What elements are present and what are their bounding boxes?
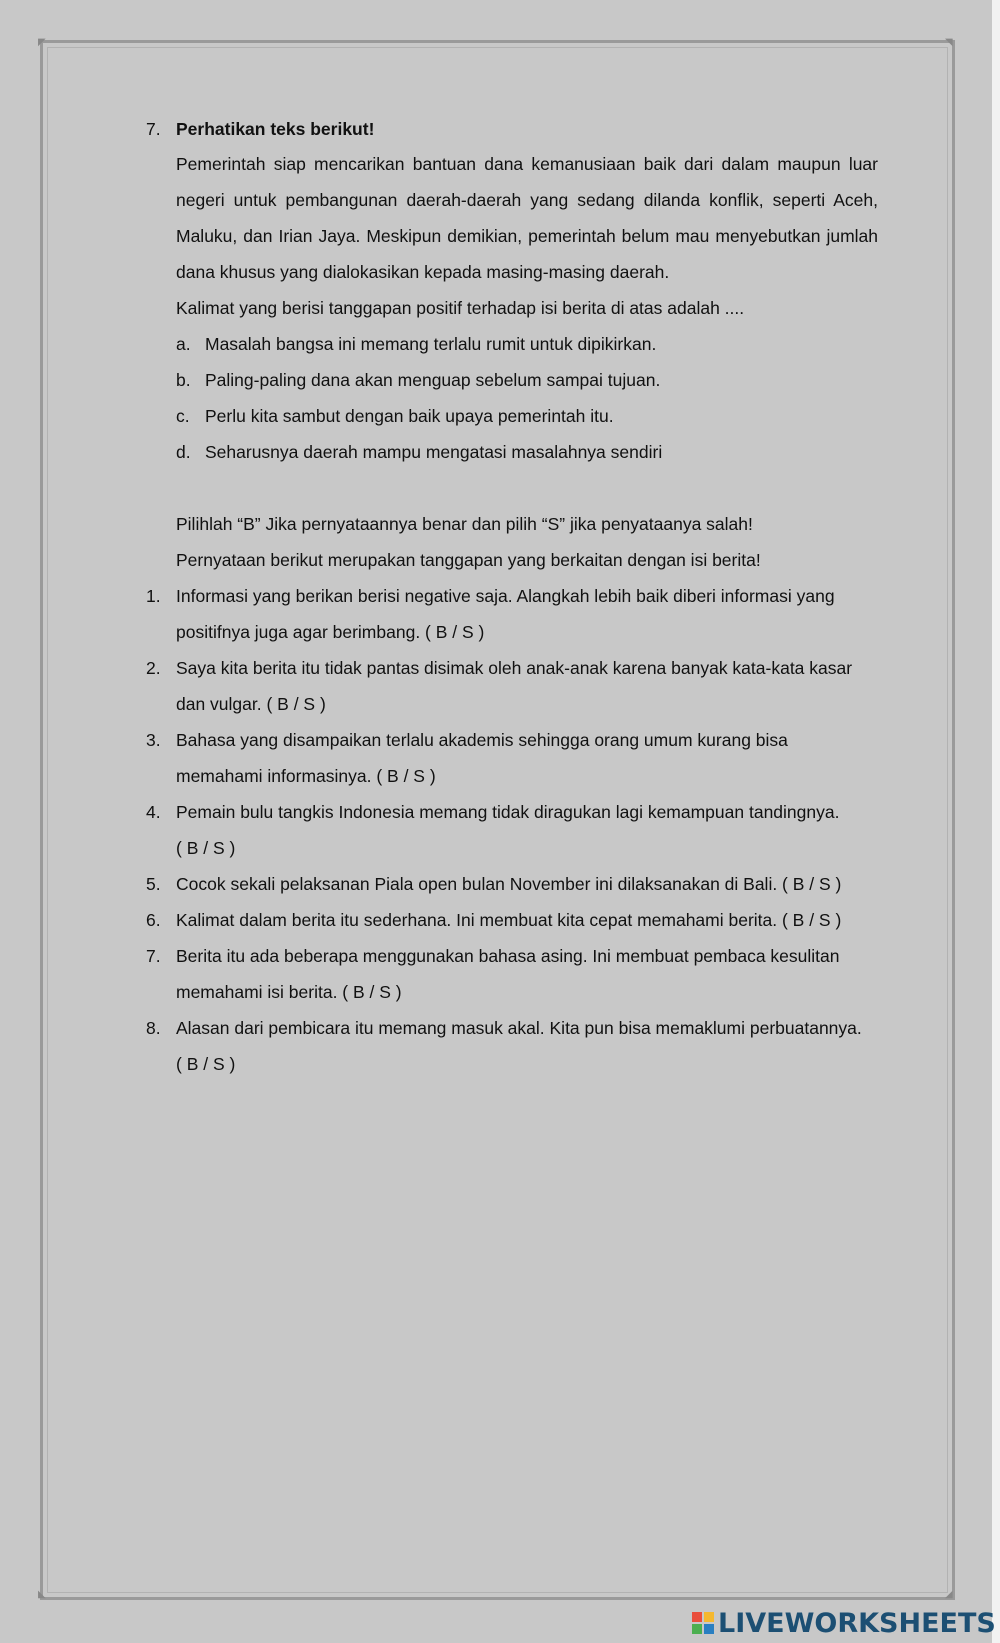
statement-text[interactable]: positifnya juga agar berimbang. ( B / S ) — [176, 622, 485, 642]
statement-text[interactable]: ( B / S ) — [176, 838, 236, 858]
passage-line: negeri untuk pembangunan daerah-daerah yang sedang dilanda konflik, seperti Aceh, — [176, 190, 878, 210]
instruction-line: Pilihlah “B” Jika pernyataannya benar dan pilih “S” jika penyataanya salah! — [176, 514, 753, 534]
statement-number: 1. — [146, 586, 161, 606]
statement-text: Alasan dari pembicara itu memang masuk akal. Kita pun bisa memaklumi perbuatannya. — [176, 1018, 862, 1038]
statement-number: 7. — [146, 946, 161, 966]
statement-number: 6. — [146, 910, 161, 930]
corner-mark: ◣ — [38, 1589, 46, 1600]
corner-mark: ◢ — [945, 1589, 953, 1600]
statement-text[interactable]: memahami informasinya. ( B / S ) — [176, 766, 436, 786]
passage-line: dana khusus yang dialokasikan kepada masing-masing daerah. — [176, 262, 670, 282]
option-text: Paling-paling dana akan menguap sebelum sampai tujuan. — [205, 370, 661, 390]
option-letter: d. — [176, 442, 191, 462]
option-letter: c. — [176, 406, 190, 426]
option-letter: a. — [176, 334, 191, 354]
statement-text: Kalimat dalam berita itu sederhana. Ini membuat kita cepat memahami berita. ( B / S ) — [176, 910, 842, 930]
statement-number: 4. — [146, 802, 161, 822]
question-number: 7. — [146, 119, 161, 139]
logo-grid-icon — [692, 1612, 714, 1634]
statement-number: 3. — [146, 730, 161, 750]
question-prompt: Kalimat yang berisi tanggapan positif terhadap isi berita di atas adalah .... — [176, 298, 745, 318]
passage-line: Maluku, dan Irian Jaya. Meskipun demikian, pemerintah belum mau menyebutkan jumlah — [176, 226, 878, 246]
option-letter: b. — [176, 370, 191, 390]
liveworksheets-logo[interactable] — [692, 1607, 996, 1639]
instruction-line: Pernyataan berikut merupakan tanggapan yang berkaitan dengan isi berita! — [176, 550, 761, 570]
passage-line: Pemerintah siap mencarikan bantuan dana kemanusiaan baik dari dalam maupun luar — [176, 154, 878, 174]
option-text: Seharusnya daerah mampu mengatasi masalahnya sendiri — [205, 442, 663, 462]
corner-mark: ◥ — [945, 37, 953, 48]
option-text: Masalah bangsa ini memang terlalu rumit untuk dipikirkan. — [205, 334, 657, 354]
question-title: Perhatikan teks berikut! — [176, 119, 375, 139]
corner-mark: ◤ — [38, 37, 46, 48]
statement-text: Informasi yang berikan berisi negative saja. Alangkah lebih baik diberi informasi yang — [176, 586, 835, 606]
statement-text: Bahasa yang disampaikan terlalu akademis sehingga orang umum kurang bisa — [176, 730, 788, 750]
statement-number: 8. — [146, 1018, 161, 1038]
statement-text[interactable]: ( B / S ) — [176, 1054, 236, 1074]
right-edge-strip — [992, 0, 1000, 1643]
statement-text: Berita itu ada beberapa menggunakan bahasa asing. Ini membuat pembaca kesulitan — [176, 946, 840, 966]
statement-text: Cocok sekali pelaksanan Piala open bulan November ini dilaksanakan di Bali. ( B / S ) — [176, 874, 842, 894]
statement-text: Saya kita berita itu tidak pantas disimak oleh anak-anak karena banyak kata-kata kasar — [176, 658, 853, 678]
statement-number: 2. — [146, 658, 161, 678]
statement-text[interactable]: dan vulgar. ( B / S ) — [176, 694, 326, 714]
option-text: Perlu kita sambut dengan baik upaya pemerintah itu. — [205, 406, 614, 426]
statement-text[interactable]: memahami isi berita. ( B / S ) — [176, 982, 402, 1002]
statement-text: Pemain bulu tangkis Indonesia memang tidak diragukan lagi kemampuan tandingnya. — [176, 802, 840, 822]
logo-text: LIVEWORKSHEETS — [718, 1607, 996, 1639]
statement-number: 5. — [146, 874, 161, 894]
